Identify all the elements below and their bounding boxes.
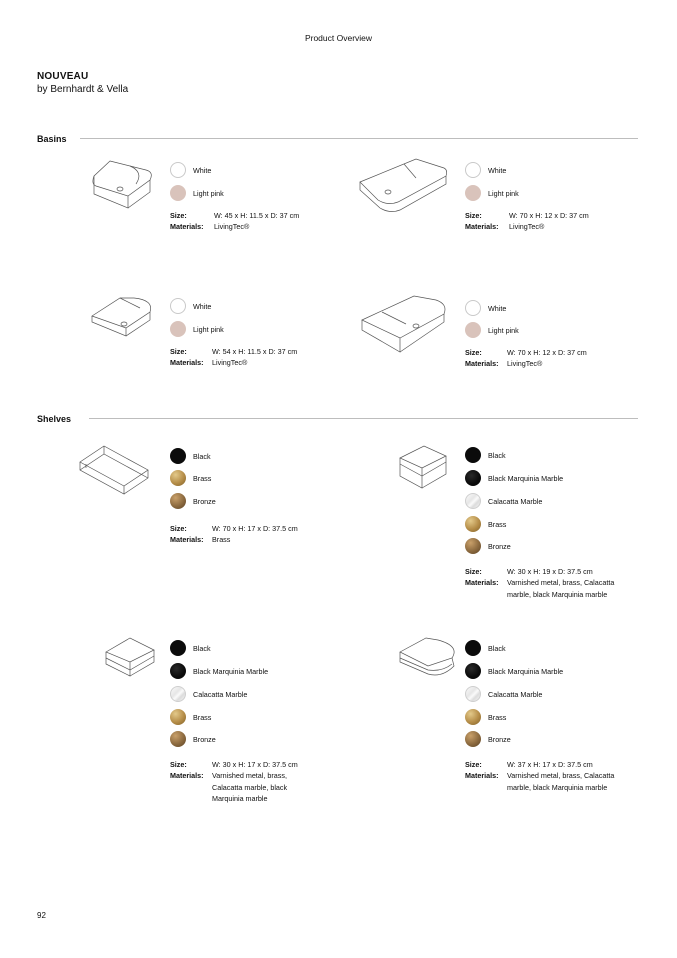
color-option[interactable] xyxy=(170,162,211,178)
color-option[interactable] xyxy=(170,470,211,486)
option-label: Light pink xyxy=(488,188,519,198)
swatch-black xyxy=(170,448,186,464)
swatch-black xyxy=(465,640,481,656)
color-option[interactable] xyxy=(170,640,211,656)
color-option[interactable] xyxy=(170,448,211,464)
color-option[interactable] xyxy=(465,300,506,316)
section-divider xyxy=(80,138,638,139)
swatch-white xyxy=(170,162,186,178)
swatch-light-pink xyxy=(170,185,186,201)
swatch-brass xyxy=(170,470,186,486)
materials-value: marble, black Marquinia marble xyxy=(507,589,608,599)
color-option[interactable] xyxy=(170,321,224,337)
size-label: Size: xyxy=(465,348,482,357)
color-option[interactable] xyxy=(465,640,506,656)
product-spec xyxy=(465,759,655,795)
swatch-brass xyxy=(465,516,481,532)
option-label: Bronze xyxy=(193,496,216,506)
swatch-brass xyxy=(170,709,186,725)
option-label: Calacatta Marble xyxy=(193,689,248,699)
color-option[interactable] xyxy=(170,298,211,314)
size-value: W: 70 x H: 12 x D: 37 cm xyxy=(509,211,589,220)
color-option[interactable] xyxy=(170,185,224,201)
materials-value: LivingTec® xyxy=(212,358,248,368)
color-option[interactable] xyxy=(465,322,519,338)
size-value: W: 45 x H: 11.5 x D: 37 cm xyxy=(214,211,300,220)
product-spec xyxy=(465,210,645,234)
materials-label: Materials: xyxy=(170,222,204,232)
swatch-white xyxy=(465,162,481,178)
swatch-light-pink xyxy=(465,322,481,338)
swatch-calacatta-marble xyxy=(170,686,186,702)
shelf-drawing-2 xyxy=(398,444,448,490)
color-option[interactable] xyxy=(465,470,563,486)
swatch-brass xyxy=(465,709,481,725)
option-label: Black Marquinia Marble xyxy=(193,666,269,676)
color-option[interactable] xyxy=(465,686,542,702)
materials-value: Calacatta marble, black xyxy=(212,782,288,792)
swatch-calacatta-marble xyxy=(465,493,481,509)
color-option[interactable] xyxy=(465,709,506,725)
materials-value: LivingTec® xyxy=(214,222,250,232)
swatch-black xyxy=(465,447,481,463)
color-option[interactable] xyxy=(465,162,506,178)
swatch-bronze xyxy=(465,731,481,747)
basin-drawing-4 xyxy=(358,292,450,356)
materials-value: Varnished metal, brass, xyxy=(212,771,287,781)
swatch-white xyxy=(170,298,186,314)
materials-label: Materials: xyxy=(170,535,204,545)
option-label: Black xyxy=(193,451,211,461)
option-label: Brass xyxy=(488,519,507,529)
option-label: Bronze xyxy=(488,734,511,744)
materials-value: Varnished metal, brass, Calacatta xyxy=(507,578,615,588)
option-label: White xyxy=(193,301,212,311)
color-option[interactable] xyxy=(465,538,511,554)
brand-designers: by Bernhardt & Vella xyxy=(37,84,129,95)
size-label: Size: xyxy=(170,347,187,356)
shelf-drawing-4 xyxy=(398,636,462,680)
swatch-bronze xyxy=(170,493,186,509)
product-spec xyxy=(170,346,350,370)
size-label: Size: xyxy=(465,567,482,576)
product-spec xyxy=(170,759,350,807)
swatch-black xyxy=(170,640,186,656)
materials-value: LivingTec® xyxy=(507,359,543,369)
materials-value: Brass xyxy=(212,535,231,545)
basin-drawing-3 xyxy=(88,292,158,344)
size-value: W: 37 x H: 17 x D: 37.5 cm xyxy=(507,760,593,769)
swatch-light-pink xyxy=(170,321,186,337)
color-option[interactable] xyxy=(170,686,247,702)
materials-label: Materials: xyxy=(465,359,499,369)
option-label: Black xyxy=(193,643,211,653)
size-value: W: 30 x H: 19 x D: 37.5 cm xyxy=(507,567,593,576)
page-number: 92 xyxy=(37,911,46,920)
size-value: W: 54 x H: 11.5 x D: 37 cm xyxy=(212,347,298,356)
materials-value: Marquinia marble xyxy=(212,793,268,803)
product-spec xyxy=(465,347,645,371)
basin-drawing-1 xyxy=(88,156,158,216)
size-label: Size: xyxy=(465,760,482,769)
option-label: White xyxy=(488,165,507,175)
option-label: Brass xyxy=(488,712,507,722)
option-label: White xyxy=(193,165,212,175)
size-value: W: 70 x H: 12 x D: 37 cm xyxy=(507,348,587,357)
swatch-bronze xyxy=(465,538,481,554)
materials-label: Materials: xyxy=(170,358,204,368)
color-option[interactable] xyxy=(170,493,216,509)
option-label: Black Marquinia Marble xyxy=(488,666,564,676)
option-label: Brass xyxy=(193,712,212,722)
section-divider xyxy=(89,418,638,419)
option-label: Black xyxy=(488,450,506,460)
option-label: Light pink xyxy=(193,324,224,334)
swatch-light-pink xyxy=(465,185,481,201)
swatch-bronze xyxy=(170,731,186,747)
swatch-calacatta-marble xyxy=(465,686,481,702)
section-title-basins: Basins xyxy=(37,134,67,144)
shelf-drawing-3 xyxy=(104,636,156,678)
section-title-shelves: Shelves xyxy=(37,414,72,424)
size-label: Size: xyxy=(170,524,187,533)
materials-value: LivingTec® xyxy=(509,222,545,232)
size-label: Size: xyxy=(465,211,482,220)
option-label: Bronze xyxy=(193,734,216,744)
page-header: Product Overview xyxy=(304,33,373,43)
option-label: Bronze xyxy=(488,541,511,551)
color-option[interactable] xyxy=(465,447,506,463)
product-spec xyxy=(465,566,655,602)
color-option[interactable] xyxy=(465,185,519,201)
option-label: Calacatta Marble xyxy=(488,689,543,699)
brand-title: NOUVEAU xyxy=(37,71,89,82)
option-label: Calacatta Marble xyxy=(488,496,543,506)
color-option[interactable] xyxy=(465,516,506,532)
materials-label: Materials: xyxy=(170,771,204,781)
size-value: W: 70 x H: 17 x D: 37.5 cm xyxy=(212,524,298,533)
product-spec xyxy=(170,210,350,234)
color-option[interactable] xyxy=(465,731,511,747)
swatch-white xyxy=(465,300,481,316)
size-label: Size: xyxy=(170,211,187,220)
color-option[interactable] xyxy=(170,709,211,725)
option-label: White xyxy=(488,303,507,313)
swatch-black-marquinia-marble xyxy=(170,663,186,679)
color-option[interactable] xyxy=(170,663,268,679)
materials-label: Materials: xyxy=(465,222,499,232)
shelf-drawing-1 xyxy=(78,440,160,500)
option-label: Brass xyxy=(193,473,212,483)
basin-drawing-2 xyxy=(358,156,450,218)
color-option[interactable] xyxy=(465,493,542,509)
option-label: Light pink xyxy=(488,325,519,335)
size-value: W: 30 x H: 17 x D: 37.5 cm xyxy=(212,760,298,769)
color-option[interactable] xyxy=(465,663,563,679)
product-spec xyxy=(170,523,350,547)
swatch-black-marquinia-marble xyxy=(465,470,481,486)
materials-label: Materials: xyxy=(465,578,499,588)
option-label: Black Marquinia Marble xyxy=(488,473,564,483)
swatch-black-marquinia-marble xyxy=(465,663,481,679)
materials-value: marble, black Marquinia marble xyxy=(507,782,608,792)
materials-value: Varnished metal, brass, Calacatta xyxy=(507,771,615,781)
option-label: Light pink xyxy=(193,188,224,198)
materials-label: Materials: xyxy=(465,771,499,781)
option-label: Black xyxy=(488,643,506,653)
color-option[interactable] xyxy=(170,731,216,747)
size-label: Size: xyxy=(170,760,187,769)
